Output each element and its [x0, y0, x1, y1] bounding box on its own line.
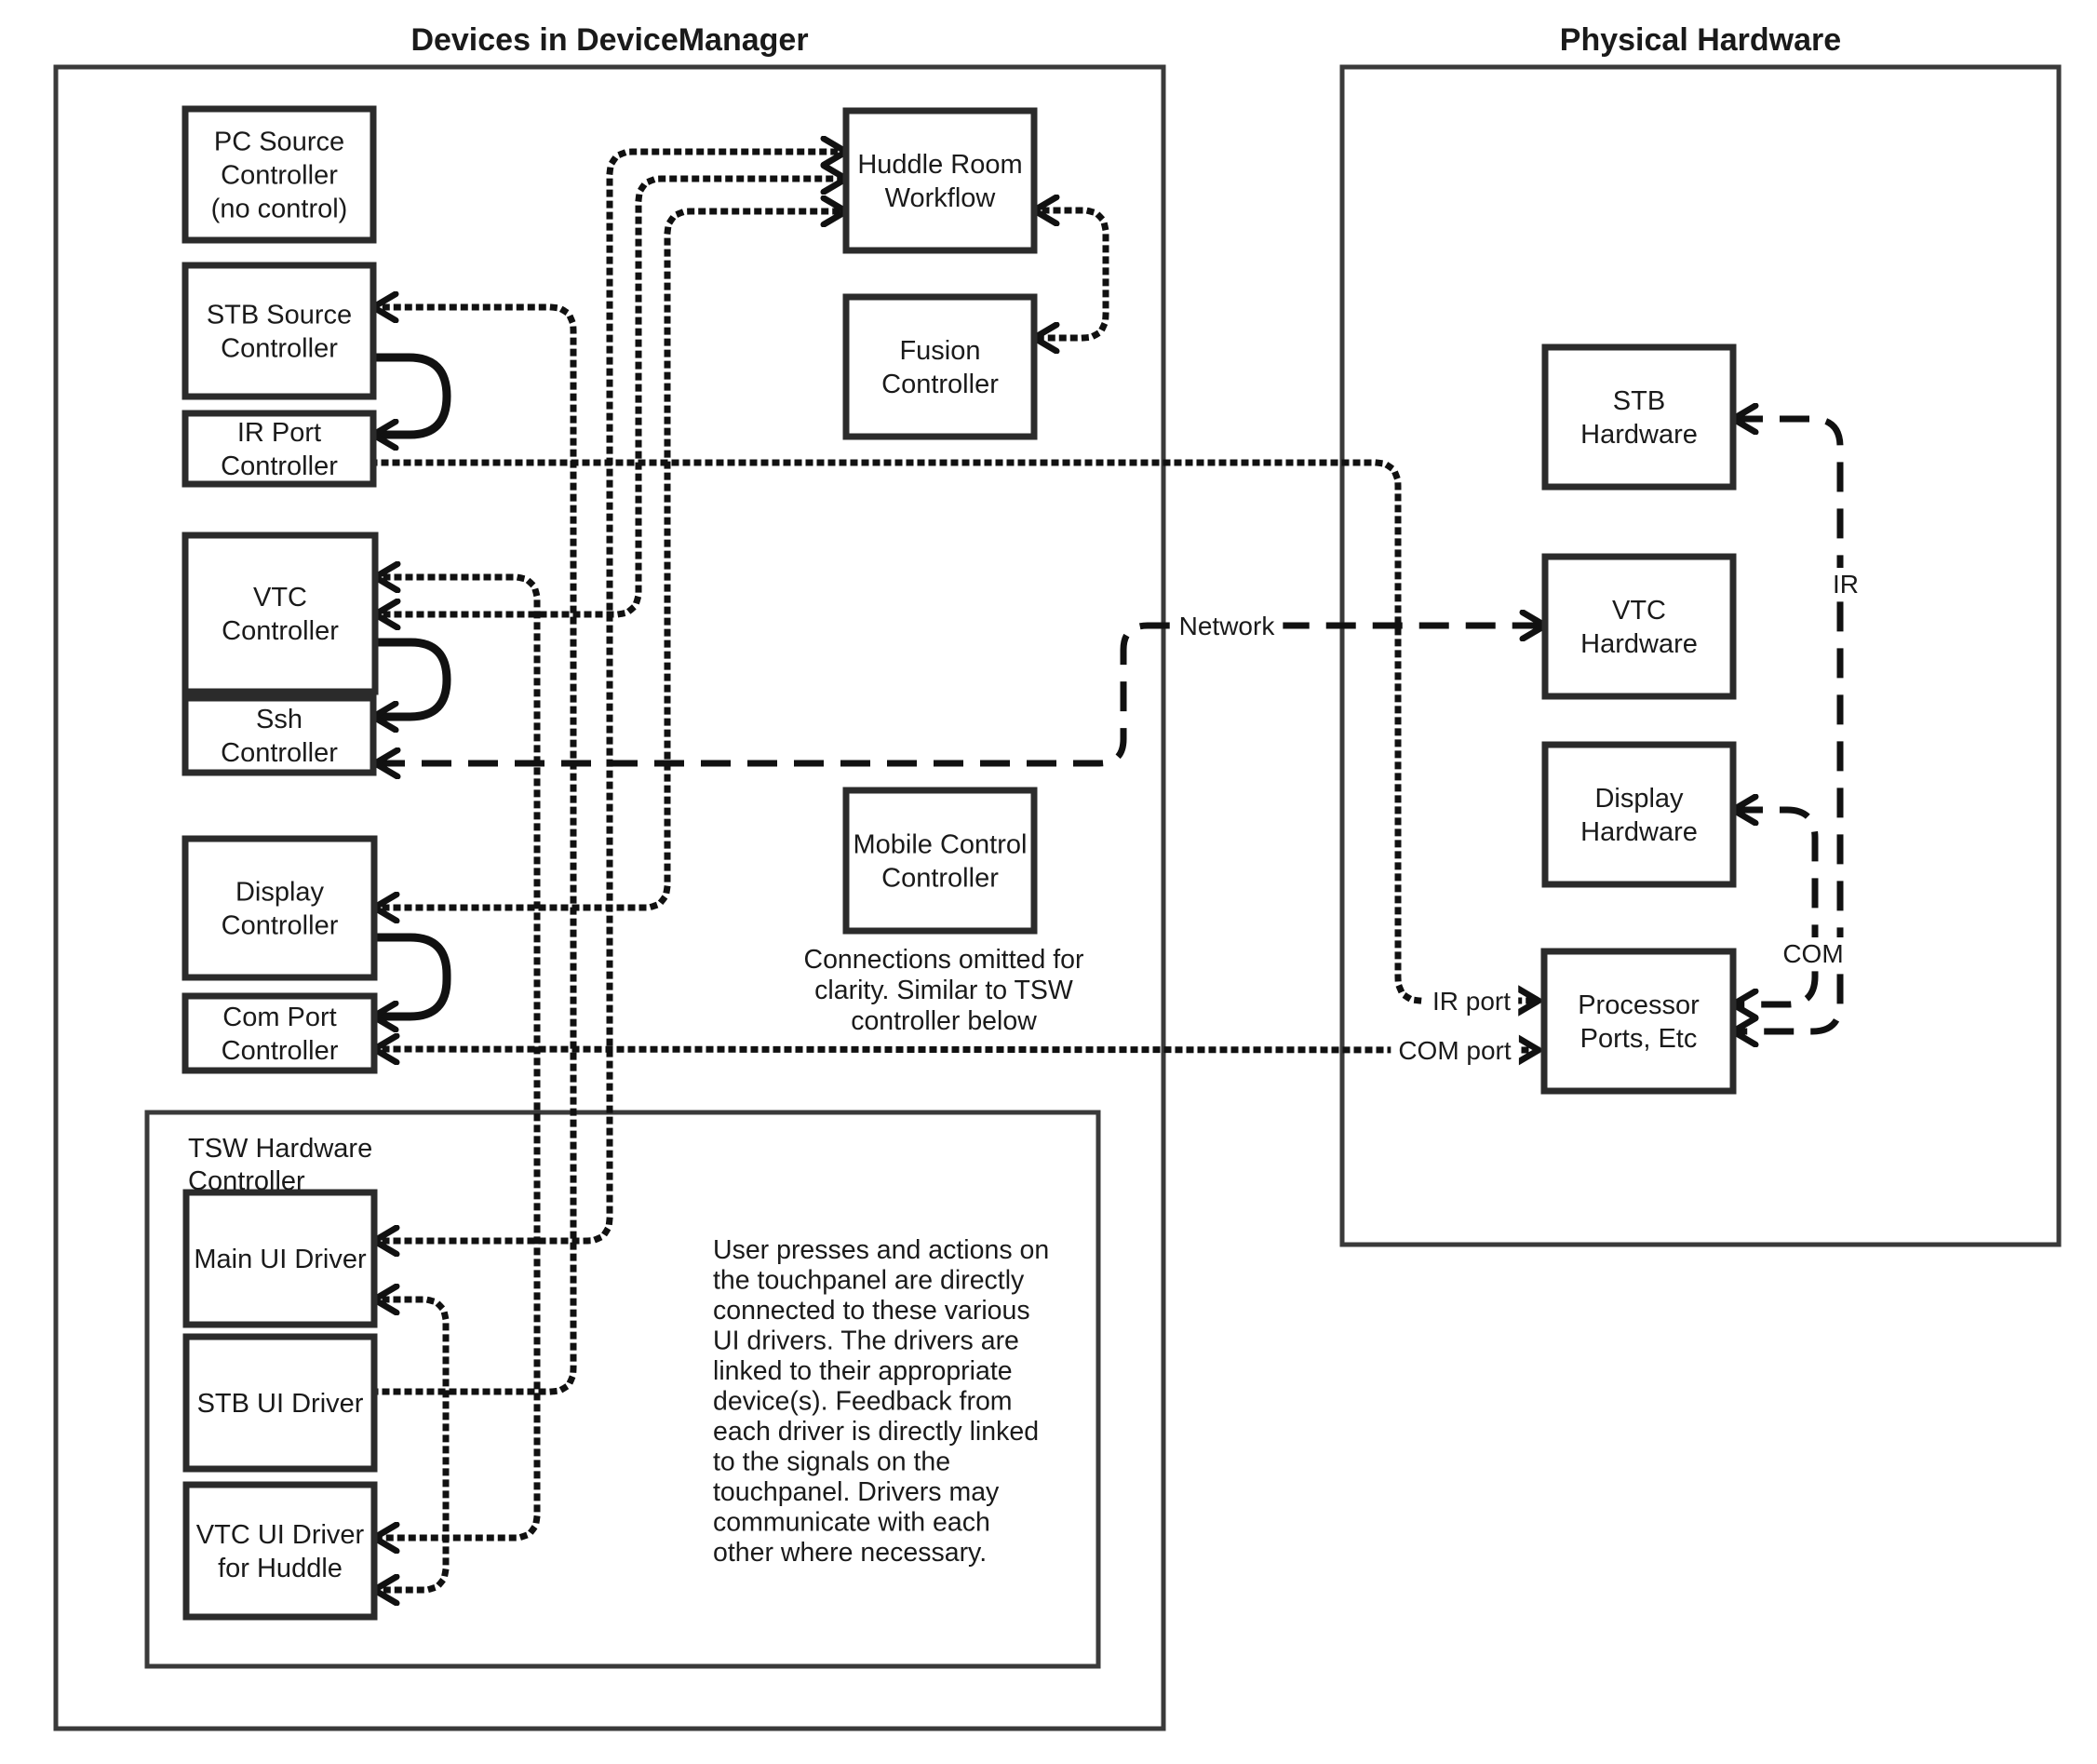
processor-ports-label: Processor Ports, Etc: [1578, 990, 1700, 1054]
com-port-controller-to-processor-link: [374, 1049, 1539, 1050]
com-label: COM: [1782, 939, 1844, 968]
com-processor-to-display-hardware-link: [1733, 810, 1815, 1004]
huddle-to-fusion-link: [1034, 210, 1106, 338]
fusion-controller-label: Fusion Controller: [881, 336, 999, 399]
stb-hardware: [1545, 347, 1733, 487]
huddle-room-workflow-label: Huddle Room Workflow: [857, 150, 1023, 213]
mobile-control-controller: [846, 790, 1034, 931]
stb-source-controller-label: STB Source Controller: [206, 300, 353, 364]
display-hardware-label: Display Hardware: [1580, 784, 1698, 847]
display-to-com-port-loop: [373, 937, 447, 1017]
display-controller: [185, 839, 374, 977]
stb-source-controller: [185, 265, 373, 397]
ir-port-label: IR port: [1432, 987, 1512, 1016]
vtc-ui-driver-label: VTC UI Driver for Huddle: [195, 1520, 365, 1583]
stb-ui-driver-label: STB UI Driver: [196, 1389, 364, 1419]
physical-hardware-title: Physical Hardware: [1559, 22, 1842, 58]
main-ui-driver-label: Main UI Driver: [194, 1245, 367, 1274]
fusion-controller: [846, 297, 1034, 437]
devices-title: Devices in DeviceManager: [410, 22, 809, 58]
com-port-label: COM port: [1398, 1036, 1512, 1065]
main-ui-to-vtc-ui-link: [374, 1299, 446, 1590]
ssh-to-vtc-hardware-network-link: [375, 626, 1545, 763]
vtc-ui-driver: [186, 1485, 374, 1617]
mobile-control-controller-label: Mobile Control Controller: [853, 829, 1028, 894]
vtc-to-ssh-loop: [373, 642, 447, 717]
display-controller-label: Display Controller: [221, 877, 339, 941]
ssh-controller-label: Ssh Controller: [221, 705, 338, 768]
vtc-controller-label: VTC Controller: [222, 583, 339, 646]
vtc-hardware: [1545, 557, 1733, 696]
network-label: Network: [1178, 612, 1275, 640]
mobile-control-caption: Connections omitted for clarity. Similar to TSW controller below: [803, 945, 1084, 1036]
display-hardware: [1545, 745, 1733, 884]
vtc-hardware-label: VTC Hardware: [1580, 596, 1698, 659]
processor-ports: [1544, 951, 1733, 1091]
tsw-region-label: TSW Hardware Controller: [188, 1134, 373, 1196]
tsw-note: User presses and actions on the touchpanel are directly connected to these various UI drivers. The drivers are linked to their appropriate device(s). Feedback from each driver is directly linked to the signals on the touchpanel. Drivers may communicate with each other where necessary.: [713, 1235, 1050, 1568]
vtc-controller: [185, 535, 375, 692]
ir-label: IR: [1833, 570, 1859, 599]
stb-source-to-ir-port-loop: [371, 357, 447, 435]
pc-source-controller-label: PC Source Controller (no control): [210, 127, 348, 224]
com-port-controller-label: Com Port Controller: [221, 1003, 339, 1066]
ir-port-controller-label: IR Port Controller: [221, 418, 338, 481]
stb-ui-to-stb-source-link: [373, 307, 573, 1392]
huddle-room-workflow: [846, 111, 1034, 250]
stb-hardware-label: STB Hardware: [1580, 386, 1698, 450]
